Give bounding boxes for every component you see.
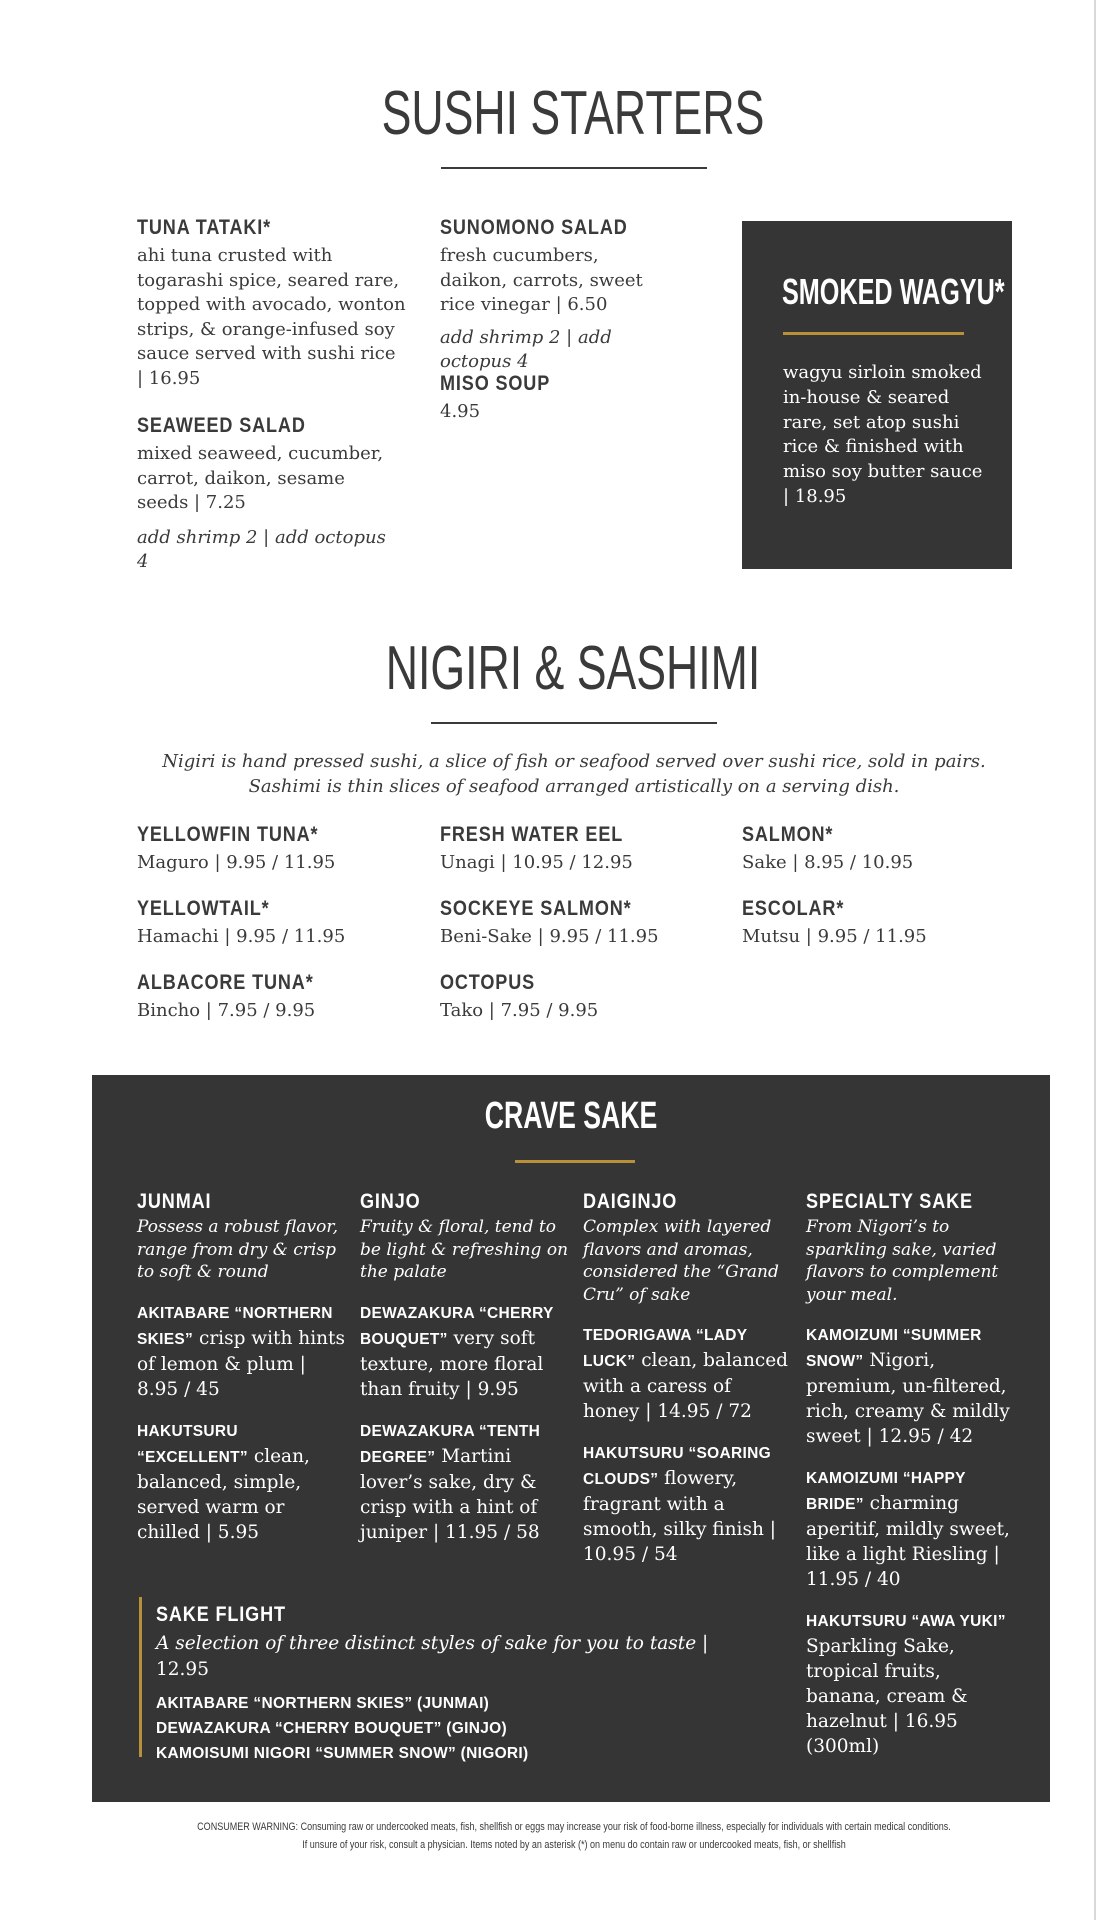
sake-column-subtitle: From Nigori’s to sparkling sake, varied flavors to complement your meal. — [806, 1217, 999, 1305]
menu-item-miso-soup — [440, 372, 660, 425]
sake-column-head: SPECIALTY SAKE — [806, 1190, 973, 1213]
item-name: YELLOWFIN TUNA* — [137, 823, 319, 846]
sake-flight-price: | 12.95 — [156, 1633, 709, 1680]
item-desc: Beni-Sake | 9.95 / 11.95 — [440, 926, 659, 947]
sake-entry-desc: charming aperitif, mildly sweet, like a light Riesling | 11.95 / 40 — [806, 1493, 1010, 1590]
sake-entry — [137, 1418, 347, 1545]
sake-flight-item: KAMOISUMI NIGORI “SUMMER SNOW” (NIGORI) — [156, 1745, 529, 1762]
item-desc: Bincho | 7.95 / 9.95 — [137, 1000, 316, 1021]
feature-desc: wagyu sirloin smoked in-house & seared rare, set atop sushi rice & finished with miso soy butter sauce | 18.95 — [783, 362, 983, 507]
item-desc: Hamachi | 9.95 / 11.95 — [137, 926, 346, 947]
sake-entry-desc: very soft texture, more floral than fruity | 9.95 — [360, 1327, 544, 1400]
item-name: ALBACORE TUNA* — [137, 971, 314, 994]
nigiri-title-rule — [431, 722, 717, 724]
sake-entry — [137, 1300, 347, 1402]
nigiri-intro-line-1: Nigiri is hand pressed sushi, a slice of fish or seafood served over sushi rice, sold in pairs. — [162, 751, 986, 772]
sake-entry-desc: clean, balanced with a caress of honey | 14.95 / 72 — [583, 1350, 789, 1422]
sake-entry-desc: flowery, fragrant with a smooth, silky finish | 10.95 / 54 — [583, 1468, 776, 1565]
sake-column-daiginjo — [583, 1190, 793, 1567]
sake-entry — [583, 1440, 793, 1567]
sake-column-subtitle: Fruity & floral, tend to be light & refreshing on the palate — [360, 1217, 569, 1282]
sake-flight-desc-text: A selection of three distinct styles of sake for you to taste — [156, 1633, 697, 1654]
item-name: YELLOWTAIL* — [137, 897, 270, 920]
menu-item-seaweed-salad — [137, 414, 387, 574]
menu-item-escolar — [742, 897, 1022, 950]
item-name: ESCOLAR* — [742, 897, 845, 920]
item-name: OCTOPUS — [440, 971, 536, 994]
sake-entry — [583, 1322, 793, 1424]
item-name: SUNOMONO SALAD — [440, 216, 628, 239]
item-desc: Tako | 7.95 / 9.95 — [440, 1000, 599, 1021]
sake-column-ginjo — [360, 1190, 570, 1545]
menu-item-octopus — [440, 971, 720, 1024]
item-name: FRESH WATER EEL — [440, 823, 624, 846]
sake-column-specialty — [806, 1190, 1016, 1759]
sake-column-junmai — [137, 1190, 347, 1545]
sake-gold-rule — [515, 1160, 635, 1163]
sake-entry — [360, 1300, 570, 1402]
nigiri-intro-line-2: Sashimi is thin slices of seafood arranged artistically on a serving dish. — [248, 776, 900, 797]
menu-item-yellowtail — [137, 897, 417, 950]
sake-flight-head: SAKE FLIGHT — [156, 1603, 286, 1626]
menu-item-tuna-tataki — [137, 216, 407, 391]
sake-entry — [806, 1322, 1016, 1449]
item-name: SALMON* — [742, 823, 834, 846]
consumer-warning-line-2: If unsure of your risk, consult a physician. Items noted by an asterisk (*) on menu do contain raw or undercooked meats, fish, or shellfish — [302, 1839, 846, 1851]
item-desc: Mutsu | 9.95 / 11.95 — [742, 926, 927, 947]
sake-entry-name: HAKUTSURU “EXCELLENT” — [137, 1422, 248, 1466]
item-desc: 4.95 — [440, 401, 481, 422]
sake-entry-desc: clean, balanced, simple, served warm or chilled | 5.95 — [137, 1445, 310, 1543]
item-addon: add shrimp 2 | add octopus 4 — [440, 326, 612, 372]
sake-title: CRAVE SAKE — [484, 1095, 658, 1137]
sake-flight-item: DEWAZAKURA “CHERRY BOUQUET” (GINJO) — [156, 1720, 507, 1737]
sake-entry-name: AKITABARE “NORTHERN SKIES” — [137, 1304, 333, 1348]
item-name: TUNA TATAKI* — [137, 216, 272, 239]
item-name: SOCKEYE SALMON* — [440, 897, 632, 920]
item-desc: ahi tuna crusted with togarashi spice, seared rare, topped with avocado, wonton strips, & orange-infused soy sauce served with sushi rice | 16.95 — [137, 245, 406, 389]
item-addon: add shrimp 2 | add octopus 4 — [137, 526, 386, 572]
menu-item-yellowfin-tuna — [137, 823, 417, 876]
menu-item-salmon — [742, 823, 1022, 876]
sake-entry-name: KAMOIZUMI “SUMMER SNOW” — [806, 1327, 982, 1370]
sake-column-head: DAIGINJO — [583, 1190, 678, 1213]
item-desc: Maguro | 9.95 / 11.95 — [137, 852, 336, 873]
item-desc: Unagi | 10.95 / 12.95 — [440, 852, 633, 873]
item-desc: mixed seaweed, cucumber, carrot, daikon, sesame seeds | 7.25 — [137, 443, 384, 513]
sake-column-head: JUNMAI — [137, 1190, 212, 1213]
sake-entry-desc: crisp with hints of lemon & plum | 8.95 / 45 — [137, 1327, 345, 1400]
menu-item-albacore-tuna — [137, 971, 417, 1024]
sake-flight-desc — [156, 1631, 716, 1683]
sake-entry-name: KAMOIZUMI “HAPPY BRIDE” — [806, 1470, 966, 1513]
sake-section — [92, 1075, 1050, 1802]
sake-entry-name: HAKUTSURU “AWA YUKI” — [806, 1613, 1006, 1630]
sake-column-subtitle: Possess a robust flavor, range from dry & crisp to soft & round — [137, 1217, 339, 1282]
sake-entry-name: DEWAZAKURA “TENTH DEGREE” — [360, 1422, 541, 1466]
nigiri-title: NIGIRI & SASHIMI — [385, 634, 761, 703]
feature-title: SMOKED WAGYU* — [782, 271, 1005, 312]
starters-title-rule — [441, 167, 707, 169]
feature-box-smoked-wagyu — [742, 221, 1012, 569]
item-desc: fresh cucumbers, daikon, carrots, sweet rice vinegar | 6.50 — [440, 245, 643, 315]
sake-flight-item: AKITABARE “NORTHERN SKIES” (JUNMAI) — [156, 1695, 490, 1712]
sake-entry — [360, 1418, 570, 1545]
starters-title: SUSHI STARTERS — [381, 79, 765, 148]
consumer-warning-line-1: CONSUMER WARNING: Consuming raw or undercooked meats, fish, shellfish or eggs may increase your risk of food-borne illness, especially for individuals with certain medical conditions. — [197, 1821, 951, 1833]
sake-entry — [806, 1465, 1016, 1592]
sake-entry — [806, 1608, 1016, 1759]
sake-column-subtitle: Complex with layered flavors and aromas, considered the “Grand Cru” of sake — [583, 1217, 779, 1305]
sake-entry-desc: Martini lover’s sake, dry & crisp with a hint of juniper | 11.95 / 58 — [360, 1445, 540, 1543]
feature-gold-rule — [783, 332, 964, 335]
menu-item-sockeye-salmon — [440, 897, 720, 950]
sake-flight — [139, 1597, 716, 1762]
menu-item-sunomono-salad — [440, 216, 660, 374]
item-name: SEAWEED SALAD — [137, 414, 306, 437]
page-edge-rule — [1094, 0, 1096, 1920]
sake-entry-desc: Sparkling Sake, tropical fruits, banana, cream & hazelnut | 16.95 (300ml) — [806, 1636, 968, 1757]
menu-item-fresh-water-eel — [440, 823, 720, 876]
sake-entry-name: TEDORIGAWA “LADY LUCK” — [583, 1327, 748, 1370]
sake-entry-name: HAKUTSURU “SOARING CLOUDS” — [583, 1445, 771, 1488]
sake-column-head: GINJO — [360, 1190, 421, 1213]
item-name: MISO SOUP — [440, 372, 551, 395]
item-desc: Sake | 8.95 / 10.95 — [742, 852, 914, 873]
sake-entry-name: DEWAZAKURA “CHERRY BOUQUET” — [360, 1304, 554, 1348]
sake-entry-desc: Nigori, premium, un-filtered, rich, creamy & mildly sweet | 12.95 / 42 — [806, 1350, 1010, 1447]
